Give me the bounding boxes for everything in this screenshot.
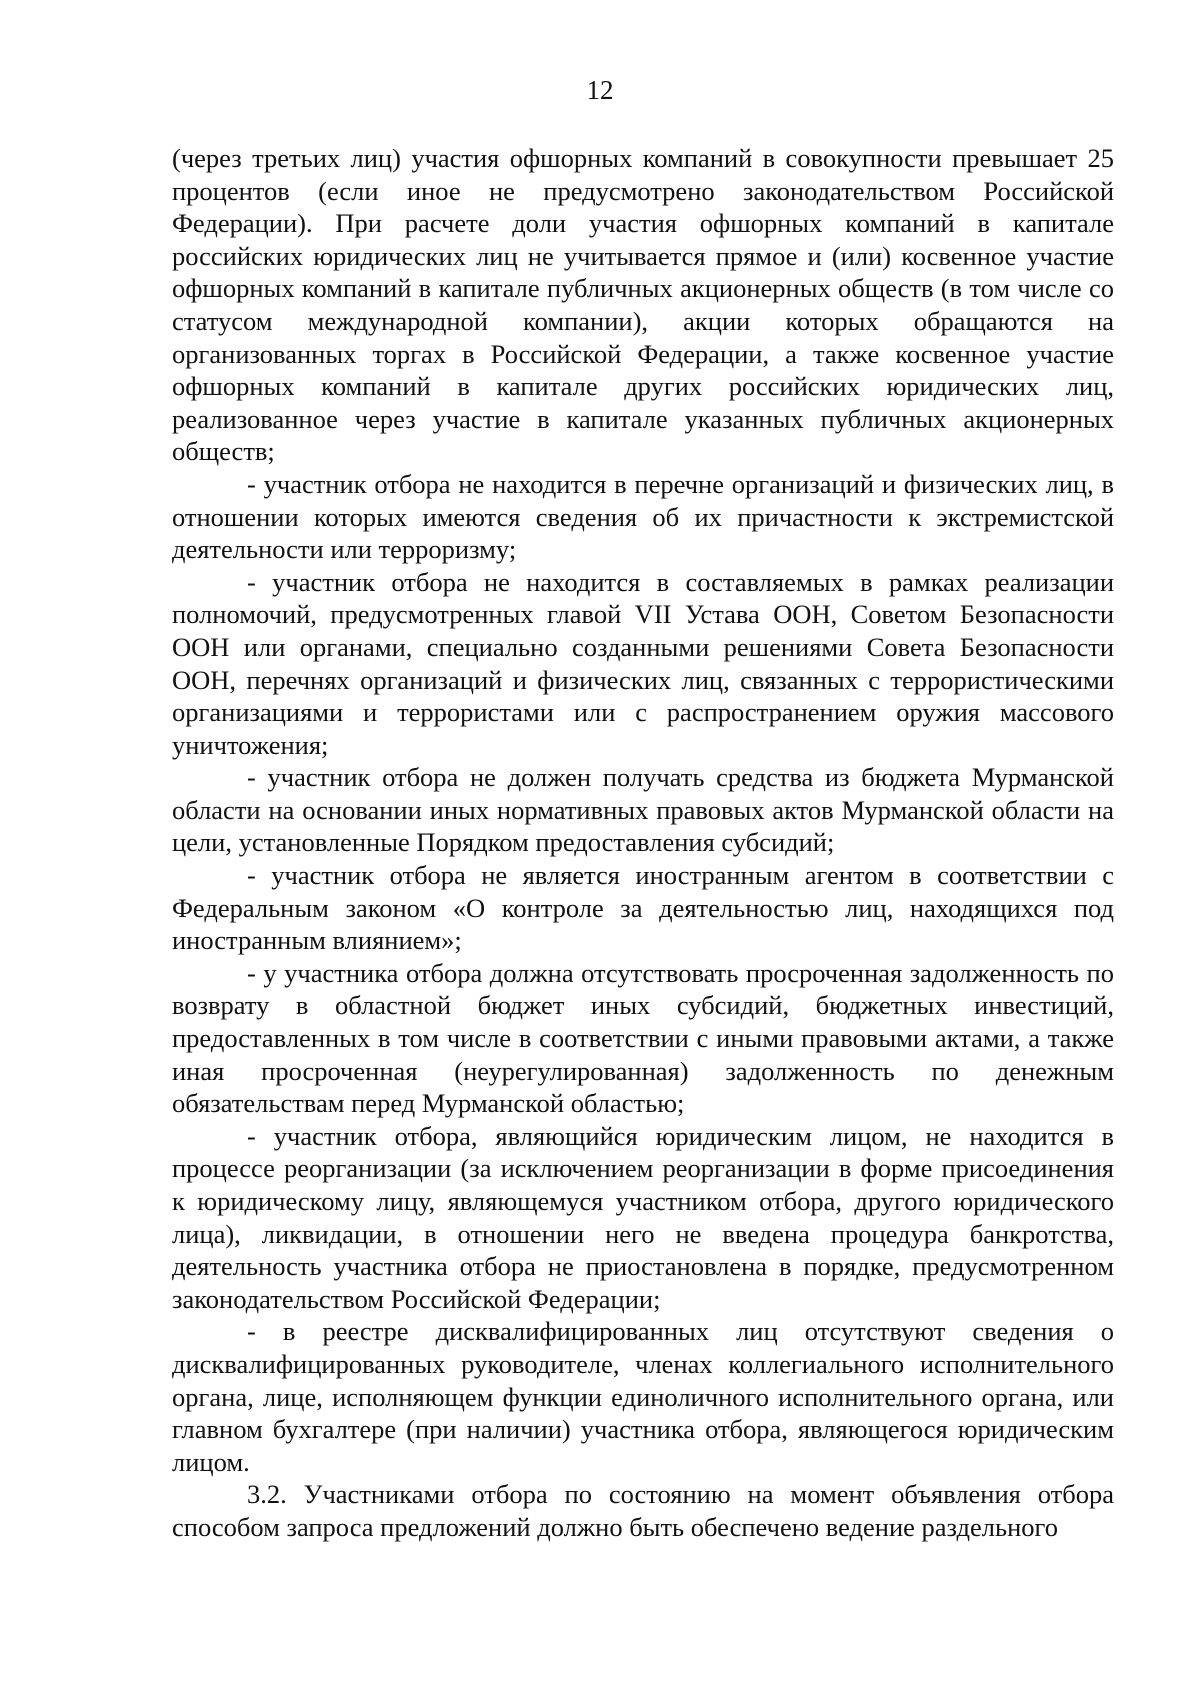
paragraph-no-overdue-debt: - у участника отбора должна отсутствовать просроченная задолженность по возврату в областной бюджет иных субсидий, бюджетных инвестиций, предоставленных в том числе в соответствии с иными правовыми актами, а также иная просроченная (неурегулированная) задолженность по денежным обязательствам перед Мурманской областью;	[172, 957, 1114, 1119]
paragraph-disqualified-persons-registry: - в реестре дисквалифицированных лиц отсутствуют сведения о дисквалифицированных руководителе, членах коллегиального исполнительного органа, лице, исполняющем функции единоличного исполнительного органа, или главном бухгалтере (при наличии) участника отбора, являющегося юридическим лицом.	[172, 1316, 1114, 1477]
paragraph-no-other-budget-funds: - участник отбора не должен получать средства из бюджета Мурманской области на основании иных нормативных правовых актов Мурманской области на цели, установленные Порядком предоставления субсидий;	[172, 762, 1114, 858]
page-number: 12	[586, 75, 614, 105]
paragraph-section-3-2: 3.2. Участниками отбора по состоянию на момент объявления отбора способом запроса предложений должно быть обеспечено ведение раздельного	[172, 1479, 1114, 1542]
paragraph-un-security-council-lists: - участник отбора не находится в составляемых в рамках реализации полномочий, предусмотренных главой VII Устава ООН, Советом Безопасности ООН или органами, специально созданными решениями Совета Безопасности ООН, перечнях организаций и физических лиц, связанных с террористическими организациями и террористами или с распространением оружия массового уничтожения;	[172, 566, 1114, 760]
paragraph-extremism-list: - участник отбора не находится в перечне организаций и физических лиц, в отношении которых имеются сведения об их причастности к экстремистской деятельности или терроризму;	[172, 468, 1114, 565]
paragraph-foreign-agent: - участник отбора не является иностранным агентом в соответствии с Федеральным законом «О контроле за деятельностью лиц, находящихся под иностранным влиянием»;	[172, 860, 1114, 956]
paragraph-no-reorganization-liquidation: - участник отбора, являющийся юридическим лицом, не находится в процессе реорганизации (за исключением реорганизации в форме присоединения к юридическому лицу, являющемуся участником отбора, другого юридического лица), ликвидации, в отношении него не введена процедура банкротства, деятельность участника отбора не приостановлена в порядке, предусмотренном законодательством Российской Федерации;	[172, 1120, 1114, 1314]
paragraph-offshore-participation: (через третьих лиц) участия офшорных компаний в совокупности превышает 25 процентов (если иное не предусмотрено законодательством Российской Федерации). При расчете доли участия офшорных компаний в капитале российских юридических лиц не учитывается прямое и (или) косвенное участие офшорных компаний в капитале публичных акционерных обществ (в том числе со статусом международной компании), акции которых обращаются на организованных торгах в Российской Федерации, а также косвенное участие офшорных компаний в капитале других российских юридических лиц, реализованное через участие в капитале указанных публичных акционерных обществ;	[172, 143, 1114, 467]
document-body	[172, 142, 1114, 1544]
